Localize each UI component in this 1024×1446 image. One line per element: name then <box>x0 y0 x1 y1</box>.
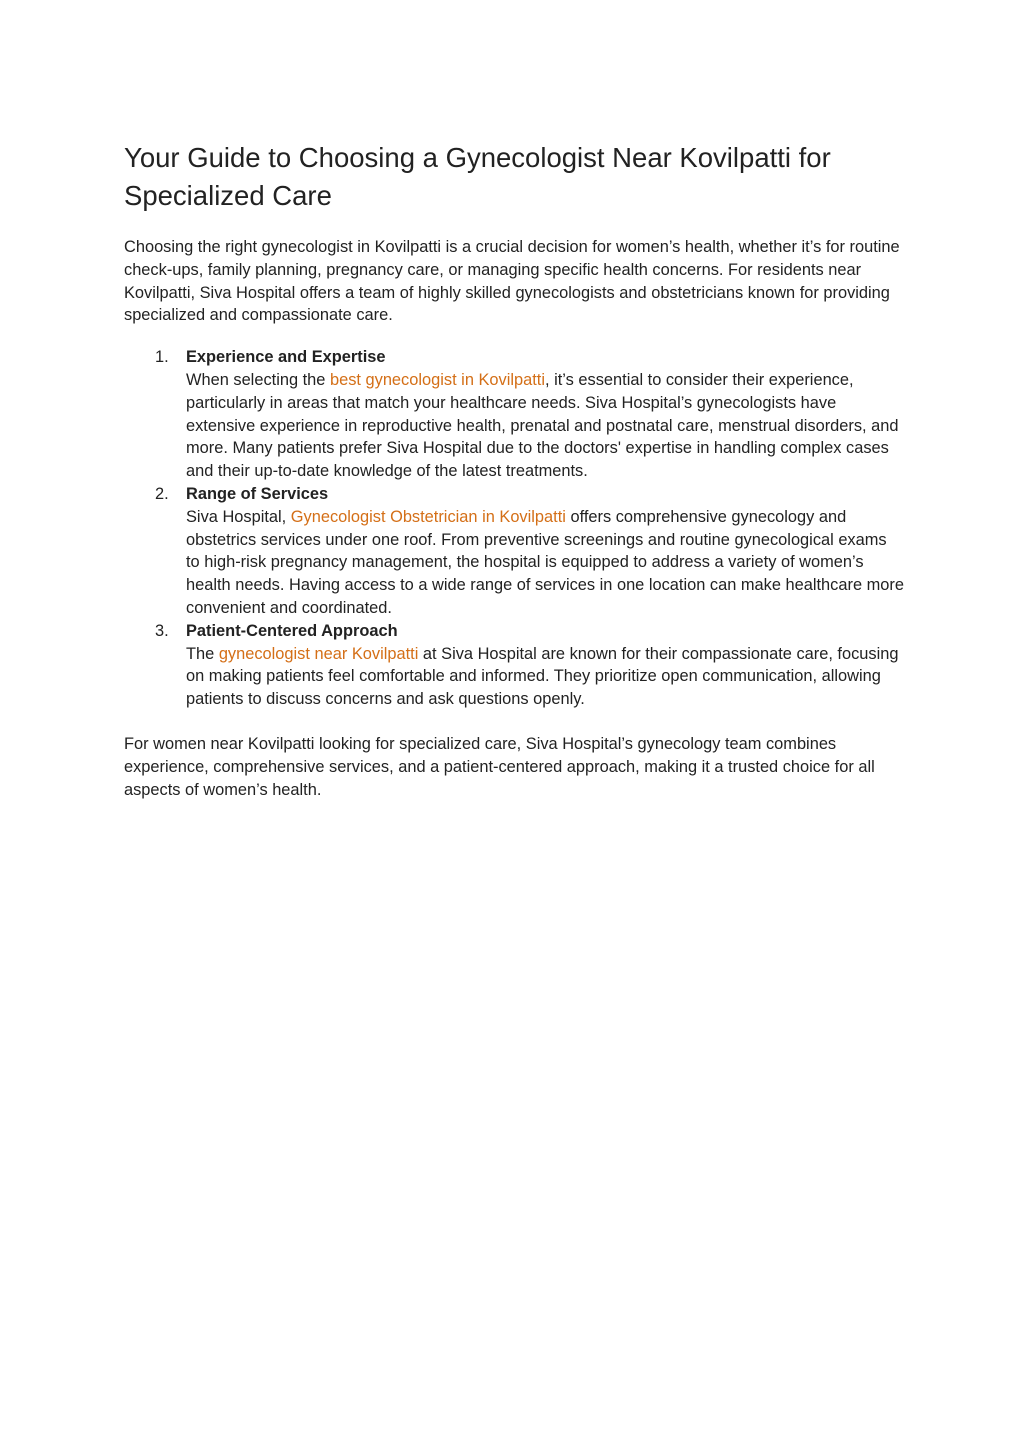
list-item-body <box>186 506 904 620</box>
body-text: at Siva Hospital are known for their compassionate care, focusing on making patients feel comfortable and informed. They prioritize open communication, allowing patients to discuss concerns and ask questions openly. <box>186 644 899 709</box>
gynecologist-obstetrician-link[interactable]: Gynecologist Obstetrician in Kovilpatti <box>290 507 566 526</box>
list-number: 3. <box>155 621 169 640</box>
body-text: , it’s essential to consider their experience, particularly in areas that match your healthcare needs. Siva Hospital’s gynecologists have extensive experience in reproductive health, prenatal and postnatal care, menstrual disorders, and more. Many patients prefer Siva Hospital due to the doctors' expertise in handling complex cases and their up-to-date knowledge of the latest treatments. <box>186 370 899 481</box>
list-item <box>124 346 904 483</box>
list-item-title: Range of Services <box>186 484 329 503</box>
closing-paragraph: For women near Kovilpatti looking for specialized care, Siva Hospital’s gynecology team combines experience, comprehensive services, and a patient-centered approach, making it a trusted choice for all aspects of women’s health. <box>124 734 875 799</box>
list-number: 1. <box>155 348 169 367</box>
list-item-body <box>186 369 904 483</box>
body-text: offers comprehensive gynecology and obstetrics services under one roof. From preventive screenings and routine gynecological exams to high-risk pregnancy management, the hospital is equipped to address a variety of women’s health needs. Having access to a wide range of services in one location can make healthcare more convenient and coordinated. <box>186 507 904 617</box>
list-item-title: Patient-Centered Approach <box>186 621 398 640</box>
list-item <box>124 483 904 620</box>
list-item-body <box>186 643 904 711</box>
numbered-list <box>124 346 904 711</box>
list-item <box>124 620 904 711</box>
page-title: Your Guide to Choosing a Gynecologist Near Kovilpatti for Specialized Care <box>124 142 831 211</box>
gynecologist-near-link[interactable]: gynecologist near Kovilpatti <box>218 644 419 663</box>
list-number: 2. <box>155 484 169 503</box>
body-text: Siva Hospital, <box>186 507 291 526</box>
body-text: The <box>186 644 219 663</box>
document-page <box>124 139 904 801</box>
intro-paragraph: Choosing the right gynecologist in Kovilpatti is a crucial decision for women’s health, whether it’s for routine check-ups, family planning, pregnancy care, or managing specific health concerns. For residents near Kovilpatti, Siva Hospital offers a team of highly skilled gynecologists and obstetricians known for providing specialized and compassionate care. <box>124 238 900 325</box>
list-item-title: Experience and Expertise <box>186 348 386 367</box>
best-gynecologist-link[interactable]: best gynecologist in Kovilpatti <box>329 370 545 389</box>
body-text: When selecting the <box>186 370 330 389</box>
